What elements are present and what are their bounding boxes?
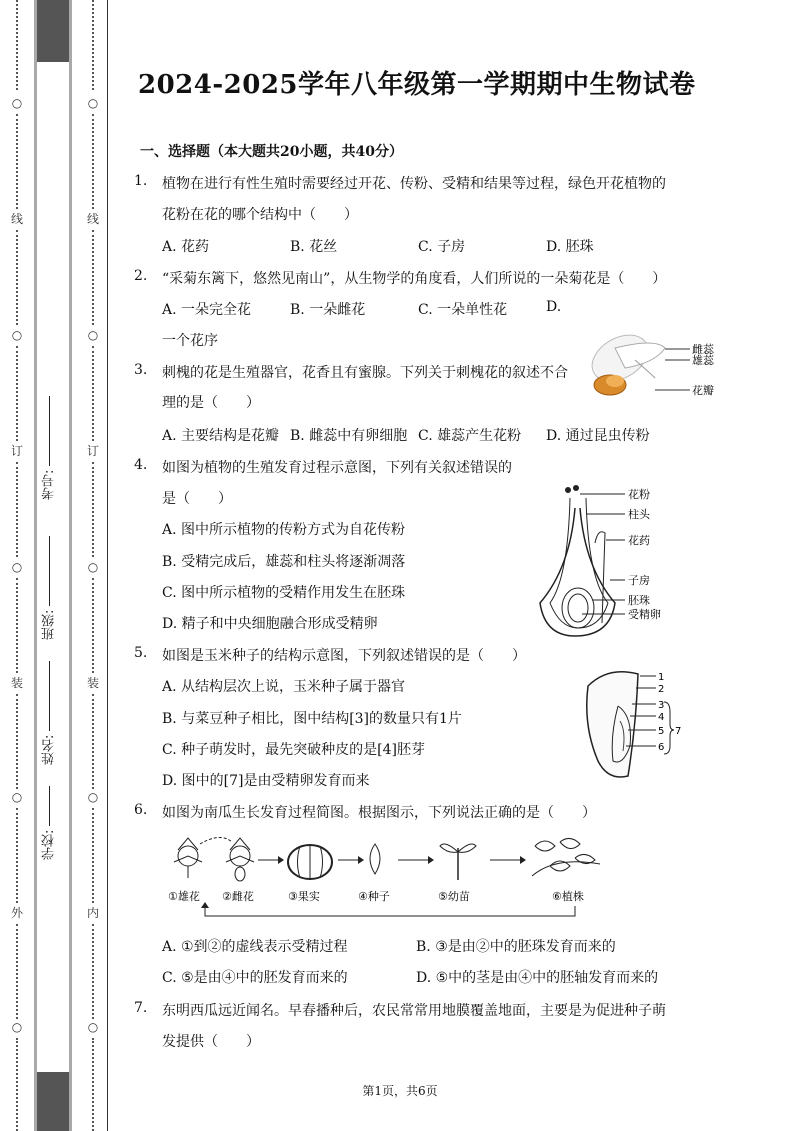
label-ovule: 胚珠 <box>628 594 650 607</box>
option-d[interactable]: D. 胚珠 <box>546 239 594 255</box>
label-6: 6 <box>658 742 665 753</box>
mark-ding-outer: 订 <box>10 444 23 458</box>
mark-zhuang-outer: 装 <box>10 676 23 690</box>
inner-cut-line <box>84 0 102 1131</box>
option-b[interactable]: B. 雌蕊中有卵细胞 <box>290 428 408 444</box>
stage-4-label: ④种子 <box>358 890 390 903</box>
question-text: “采菊东篱下，悠然见南山”，从生物学的角度看，人们所说的一朵菊花是（ ） <box>162 271 667 287</box>
school-field[interactable]: 学校: <box>40 760 66 860</box>
question-text: 东明西瓜远近闻名。早春播种后，农民常常用地膜覆盖地面，主要是为促进种子萌 <box>162 1003 666 1019</box>
option-c[interactable]: C. 图中所示植物的受精作用发生在胚珠 <box>162 585 406 601</box>
option-d[interactable]: D. 通过昆虫传粉 <box>546 428 650 444</box>
binding-strip <box>0 0 110 1131</box>
question-number: 4. <box>134 457 148 473</box>
label-1: 1 <box>658 672 665 683</box>
plant-icon <box>532 838 600 876</box>
question-text: 植物在进行有性生殖时需要经过开花、传粉、受精和结果等过程，绿色开花植物的 <box>162 176 666 192</box>
question-text: 花粉在花的哪个结构中（ ） <box>162 207 358 223</box>
circle-mark: ○ <box>87 1020 99 1034</box>
female-flower-icon <box>226 838 254 881</box>
page-footer: 第1页，共6页 <box>362 1084 438 1098</box>
option-a[interactable]: A. 从结构层次上说，玉米种子属于器官 <box>162 679 406 695</box>
option-a[interactable]: A. ①到②的虚线表示受精过程 <box>162 939 348 955</box>
name-field[interactable]: 姓名: <box>40 655 66 765</box>
label-stamen: 雄蕊 <box>692 354 714 367</box>
option-c[interactable]: C. 雄蕊产生花粉 <box>418 428 522 444</box>
label-zygote: 受精卵 <box>628 608 661 621</box>
question-text: 刺槐的花是生殖器官，花香且有蜜腺。下列关于刺槐花的叙述不合 <box>162 365 568 381</box>
mark-nei-inner: 内 <box>86 906 99 920</box>
seedling-icon <box>440 844 476 880</box>
circle-mark: ○ <box>11 1020 23 1034</box>
option-c[interactable]: C. 种子萌发时，最先突破种皮的是[4]胚芽 <box>162 742 425 758</box>
option-d[interactable]: D. <box>546 299 562 315</box>
question-text: 如图是玉米种子的结构示意图，下列叙述错误的是（ ） <box>162 648 526 664</box>
question-number: 6. <box>134 802 148 818</box>
question-text: 理的是（ ） <box>162 395 260 411</box>
exam-number-field[interactable]: 考号: <box>40 390 66 500</box>
option-c[interactable]: C. 子房 <box>418 239 466 255</box>
option-b[interactable]: B. 花丝 <box>290 239 338 255</box>
option-d-text: 一个花序 <box>162 333 218 349</box>
option-c[interactable]: C. ⑤是由④中的胚发育而来的 <box>162 970 348 986</box>
section-heading: 一、选择题（本大题共20小题，共40分） <box>140 144 403 160</box>
option-c[interactable]: C. 一朵单性花 <box>418 302 508 318</box>
label-ovary: 子房 <box>628 574 650 587</box>
label-petal: 花瓣 <box>692 384 714 397</box>
label-4: 4 <box>658 712 665 723</box>
question-number: 2. <box>134 268 148 284</box>
question-number: 3. <box>134 362 148 378</box>
option-b[interactable]: B. ③是由②中的胚珠发育而来的 <box>416 939 616 955</box>
option-a[interactable]: A. 图中所示植物的传粉方式为自花传粉 <box>162 522 406 538</box>
option-d[interactable]: D. 精子和中央细胞融合形成受精卵 <box>162 616 378 632</box>
circle-mark: ○ <box>11 96 23 110</box>
label-2: 2 <box>658 684 665 695</box>
option-d[interactable]: D. 图中的[7]是由受精卵发育而来 <box>162 773 370 789</box>
label-pollen: 花粉 <box>628 488 650 501</box>
mark-xian-outer: 线 <box>10 212 23 226</box>
option-b[interactable]: B. 受精完成后，雄蕊和柱头将逐渐凋落 <box>162 554 406 570</box>
label-stigma: 柱头 <box>628 508 650 521</box>
question-text: 如图为植物的生殖发育过程示意图，下列有关叙述错误的 <box>162 460 512 476</box>
mark-ding-inner: 订 <box>86 444 99 458</box>
mark-wai-outer: 外 <box>10 906 23 920</box>
class-field[interactable]: 班级: <box>40 530 66 640</box>
label-3: 3 <box>658 700 665 711</box>
pumpkin-lifecycle-figure <box>160 836 610 922</box>
circle-mark: ○ <box>11 790 23 804</box>
option-a[interactable]: A. 一朵完全花 <box>162 302 252 318</box>
question-number: 7. <box>134 1000 148 1016</box>
pumpkin-icon <box>288 845 332 879</box>
label-anther: 花药 <box>628 534 650 547</box>
question-text: 发提供（ ） <box>162 1034 260 1050</box>
option-d[interactable]: D. ⑤中的茎是由④中的胚轴发育而来的 <box>416 970 659 986</box>
mark-zhuang-inner: 装 <box>86 676 99 690</box>
question-number: 1. <box>134 173 148 189</box>
male-flower-icon <box>174 838 202 878</box>
seed-icon <box>370 844 380 874</box>
stage-2-label: ②雌花 <box>222 890 254 903</box>
circle-mark: ○ <box>87 560 99 574</box>
option-a[interactable]: A. 主要结构是花瓣 <box>162 428 280 444</box>
circle-mark: ○ <box>87 790 99 804</box>
option-b[interactable]: B. 一朵雌花 <box>290 302 366 318</box>
outer-cut-line <box>8 0 26 1131</box>
page-title: 2024-2025学年八年级第一学期期中生物试卷 <box>138 70 696 100</box>
pollination-figure <box>530 478 680 640</box>
question-number: 5. <box>134 645 148 661</box>
label-pistil: 雌蕊 <box>692 343 714 356</box>
circle-mark: ○ <box>87 96 99 110</box>
circle-mark: ○ <box>87 328 99 342</box>
circle-mark: ○ <box>11 560 23 574</box>
question-text: 如图为南瓜生长发育过程简图。根据图示，下列说法正确的是（ ） <box>162 805 596 821</box>
corn-seed-figure <box>578 666 683 784</box>
stage-6-label: ⑥植株 <box>552 890 584 903</box>
circle-mark: ○ <box>11 328 23 342</box>
mark-xian-inner: 线 <box>86 212 99 226</box>
label-7: 7 <box>675 726 682 737</box>
stage-3-label: ③果实 <box>288 890 320 903</box>
question-text: 是（ ） <box>162 491 232 507</box>
stage-1-label: ①雄花 <box>168 890 200 903</box>
locust-flower-figure <box>585 318 735 408</box>
label-5: 5 <box>658 726 665 737</box>
stage-5-label: ⑤幼苗 <box>438 890 470 903</box>
option-b[interactable]: B. 与菜豆种子相比，图中结构[3]的数量只有1片 <box>162 711 462 727</box>
option-a[interactable]: A. 花药 <box>162 239 210 255</box>
